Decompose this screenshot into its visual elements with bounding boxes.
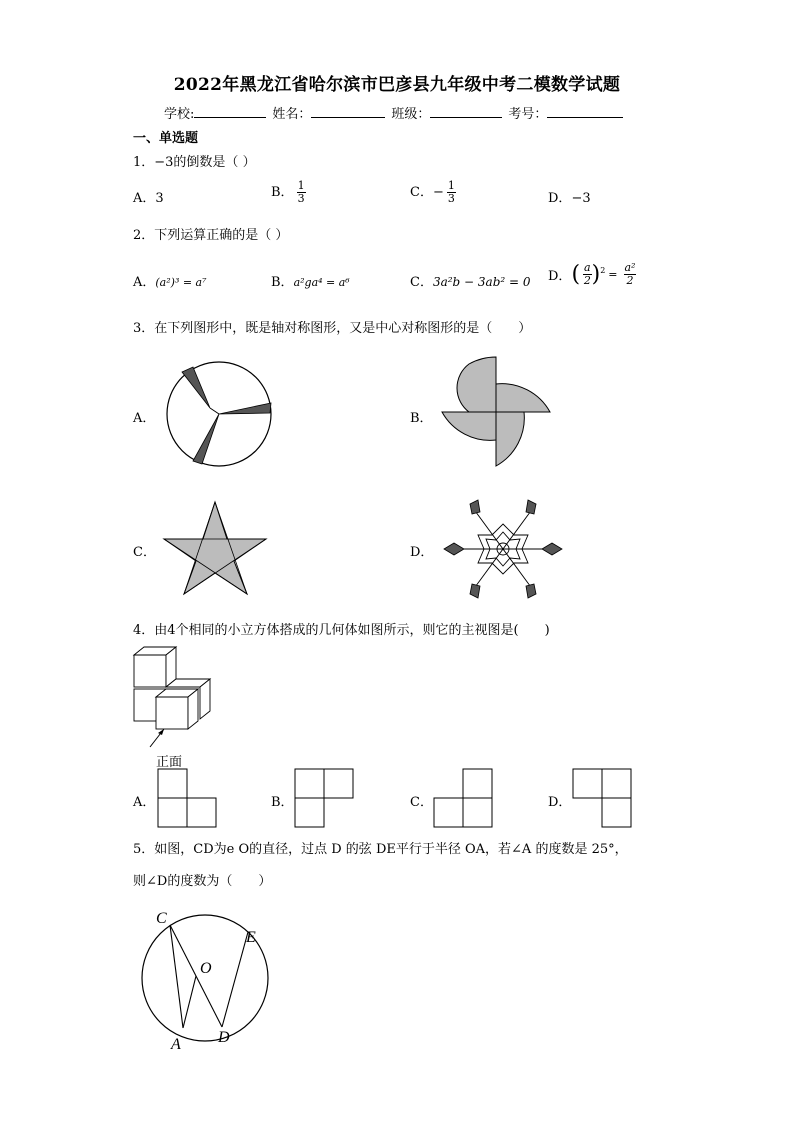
q2-d-label: D． xyxy=(548,269,572,284)
school-label: 学校: xyxy=(164,107,195,122)
q2-d-eq: = xyxy=(608,268,618,281)
q2-d-res-num: a² xyxy=(624,261,636,274)
q1-b-label: B． xyxy=(271,185,294,200)
q3-b-figure xyxy=(436,356,556,472)
q4-b-label[interactable]: B． xyxy=(271,795,294,810)
q1-c-label: C． xyxy=(410,185,433,200)
q2-d-result-fraction xyxy=(624,262,637,287)
q1-c-num: 1 xyxy=(447,179,455,192)
q4-stem: 4．由4个相同的小立方体搭成的几何体如图所示，则它的主视图是( ) xyxy=(133,623,550,638)
q1-d-text: −3 xyxy=(571,191,591,206)
q5-label-e: E xyxy=(246,929,256,946)
q2-d-exp: 2 xyxy=(600,266,606,275)
q4-c-figure xyxy=(433,768,495,830)
student-info-line xyxy=(164,103,629,122)
q1-option-a[interactable] xyxy=(133,187,164,206)
q2-d-base-fraction xyxy=(583,262,592,287)
q2-stem: 2．下列运算正确的是（ ） xyxy=(133,228,289,243)
q4-solid-figure xyxy=(132,645,216,745)
q2-d-rparen: ) xyxy=(591,262,601,287)
q2-option-a[interactable] xyxy=(133,271,207,290)
q5-label-c: C xyxy=(156,910,167,927)
q2-b-text: a²ga⁴ = a⁶ xyxy=(293,276,350,289)
q1-stem: 1．−3的倒数是（ ） xyxy=(133,155,256,170)
q1-c-sign: − xyxy=(432,185,444,200)
q2-d-base-den: 2 xyxy=(583,274,591,287)
q1-option-b[interactable] xyxy=(271,180,306,205)
q4-b-figure xyxy=(294,768,356,830)
q3-a-label[interactable]: A． xyxy=(133,411,156,426)
q1-a-label: A． xyxy=(133,191,156,206)
q4-c-label[interactable]: C． xyxy=(410,795,433,810)
q1-c-fraction xyxy=(447,180,456,205)
q4-front-label: 正面 xyxy=(156,754,183,769)
q1-a-text: 3 xyxy=(155,191,164,206)
q1-option-d[interactable] xyxy=(548,187,591,206)
q4-d-label[interactable]: D． xyxy=(548,795,572,810)
q2-d-base-num: a xyxy=(584,261,591,274)
q5-stem-line1: 5．如图，CD为e O的直径，过点 D 的弦 DE平行于半径 OA，若∠A 的度数是 25°， xyxy=(133,842,628,857)
q3-a-figure xyxy=(160,360,280,472)
q3-d-label[interactable]: D． xyxy=(410,545,434,560)
class-blank[interactable] xyxy=(430,103,502,118)
name-blank[interactable] xyxy=(311,103,385,118)
q5-label-d: D xyxy=(218,1029,230,1046)
q2-option-b[interactable] xyxy=(271,271,350,290)
q1-option-c[interactable] xyxy=(410,180,456,205)
q3-c-label[interactable]: C． xyxy=(133,545,156,560)
page-title: 2022年黑龙江省哈尔滨市巴彦县九年级中考二模数学试题 xyxy=(173,75,621,95)
q2-d-lparen: ( xyxy=(571,262,581,287)
q3-stem: 3．在下列图形中，既是轴对称图形，又是中心对称图形的是（ ） xyxy=(133,321,532,336)
id-label: 考号： xyxy=(508,107,548,122)
q1-d-label: D． xyxy=(548,191,572,206)
section-title: 一、单选题 xyxy=(133,131,199,146)
name-label: 姓名： xyxy=(272,107,312,122)
q2-a-text: (a²)³ = a⁷ xyxy=(155,276,207,289)
class-label: 班级： xyxy=(391,107,431,122)
q3-c-figure xyxy=(160,500,272,596)
q2-b-label: B． xyxy=(271,275,294,290)
q2-c-text: 3a²b − 3ab² = 0 xyxy=(432,275,531,289)
q5-circle-figure xyxy=(130,905,280,1055)
q3-b-label[interactable]: B． xyxy=(410,411,433,426)
q4-d-figure xyxy=(572,768,634,830)
q2-option-c[interactable] xyxy=(410,271,531,290)
q5-label-o: O xyxy=(200,960,212,977)
q1-c-den: 3 xyxy=(447,192,455,205)
q2-option-d[interactable] xyxy=(548,262,636,287)
q1-b-den: 3 xyxy=(297,192,305,205)
school-blank[interactable] xyxy=(194,103,266,118)
q5-stem-line2: 则∠D的度数为（ ） xyxy=(133,874,272,889)
q2-c-label: C． xyxy=(410,275,433,290)
q3-d-figure xyxy=(442,494,566,606)
q4-a-label[interactable]: A． xyxy=(133,795,156,810)
q5-label-a: A xyxy=(171,1036,181,1053)
q1-b-fraction xyxy=(297,180,306,205)
q2-a-label: A． xyxy=(133,275,156,290)
id-blank[interactable] xyxy=(547,103,623,118)
q1-b-num: 1 xyxy=(297,179,305,192)
q2-d-res-den: 2 xyxy=(626,274,634,287)
q4-a-figure xyxy=(157,768,219,830)
